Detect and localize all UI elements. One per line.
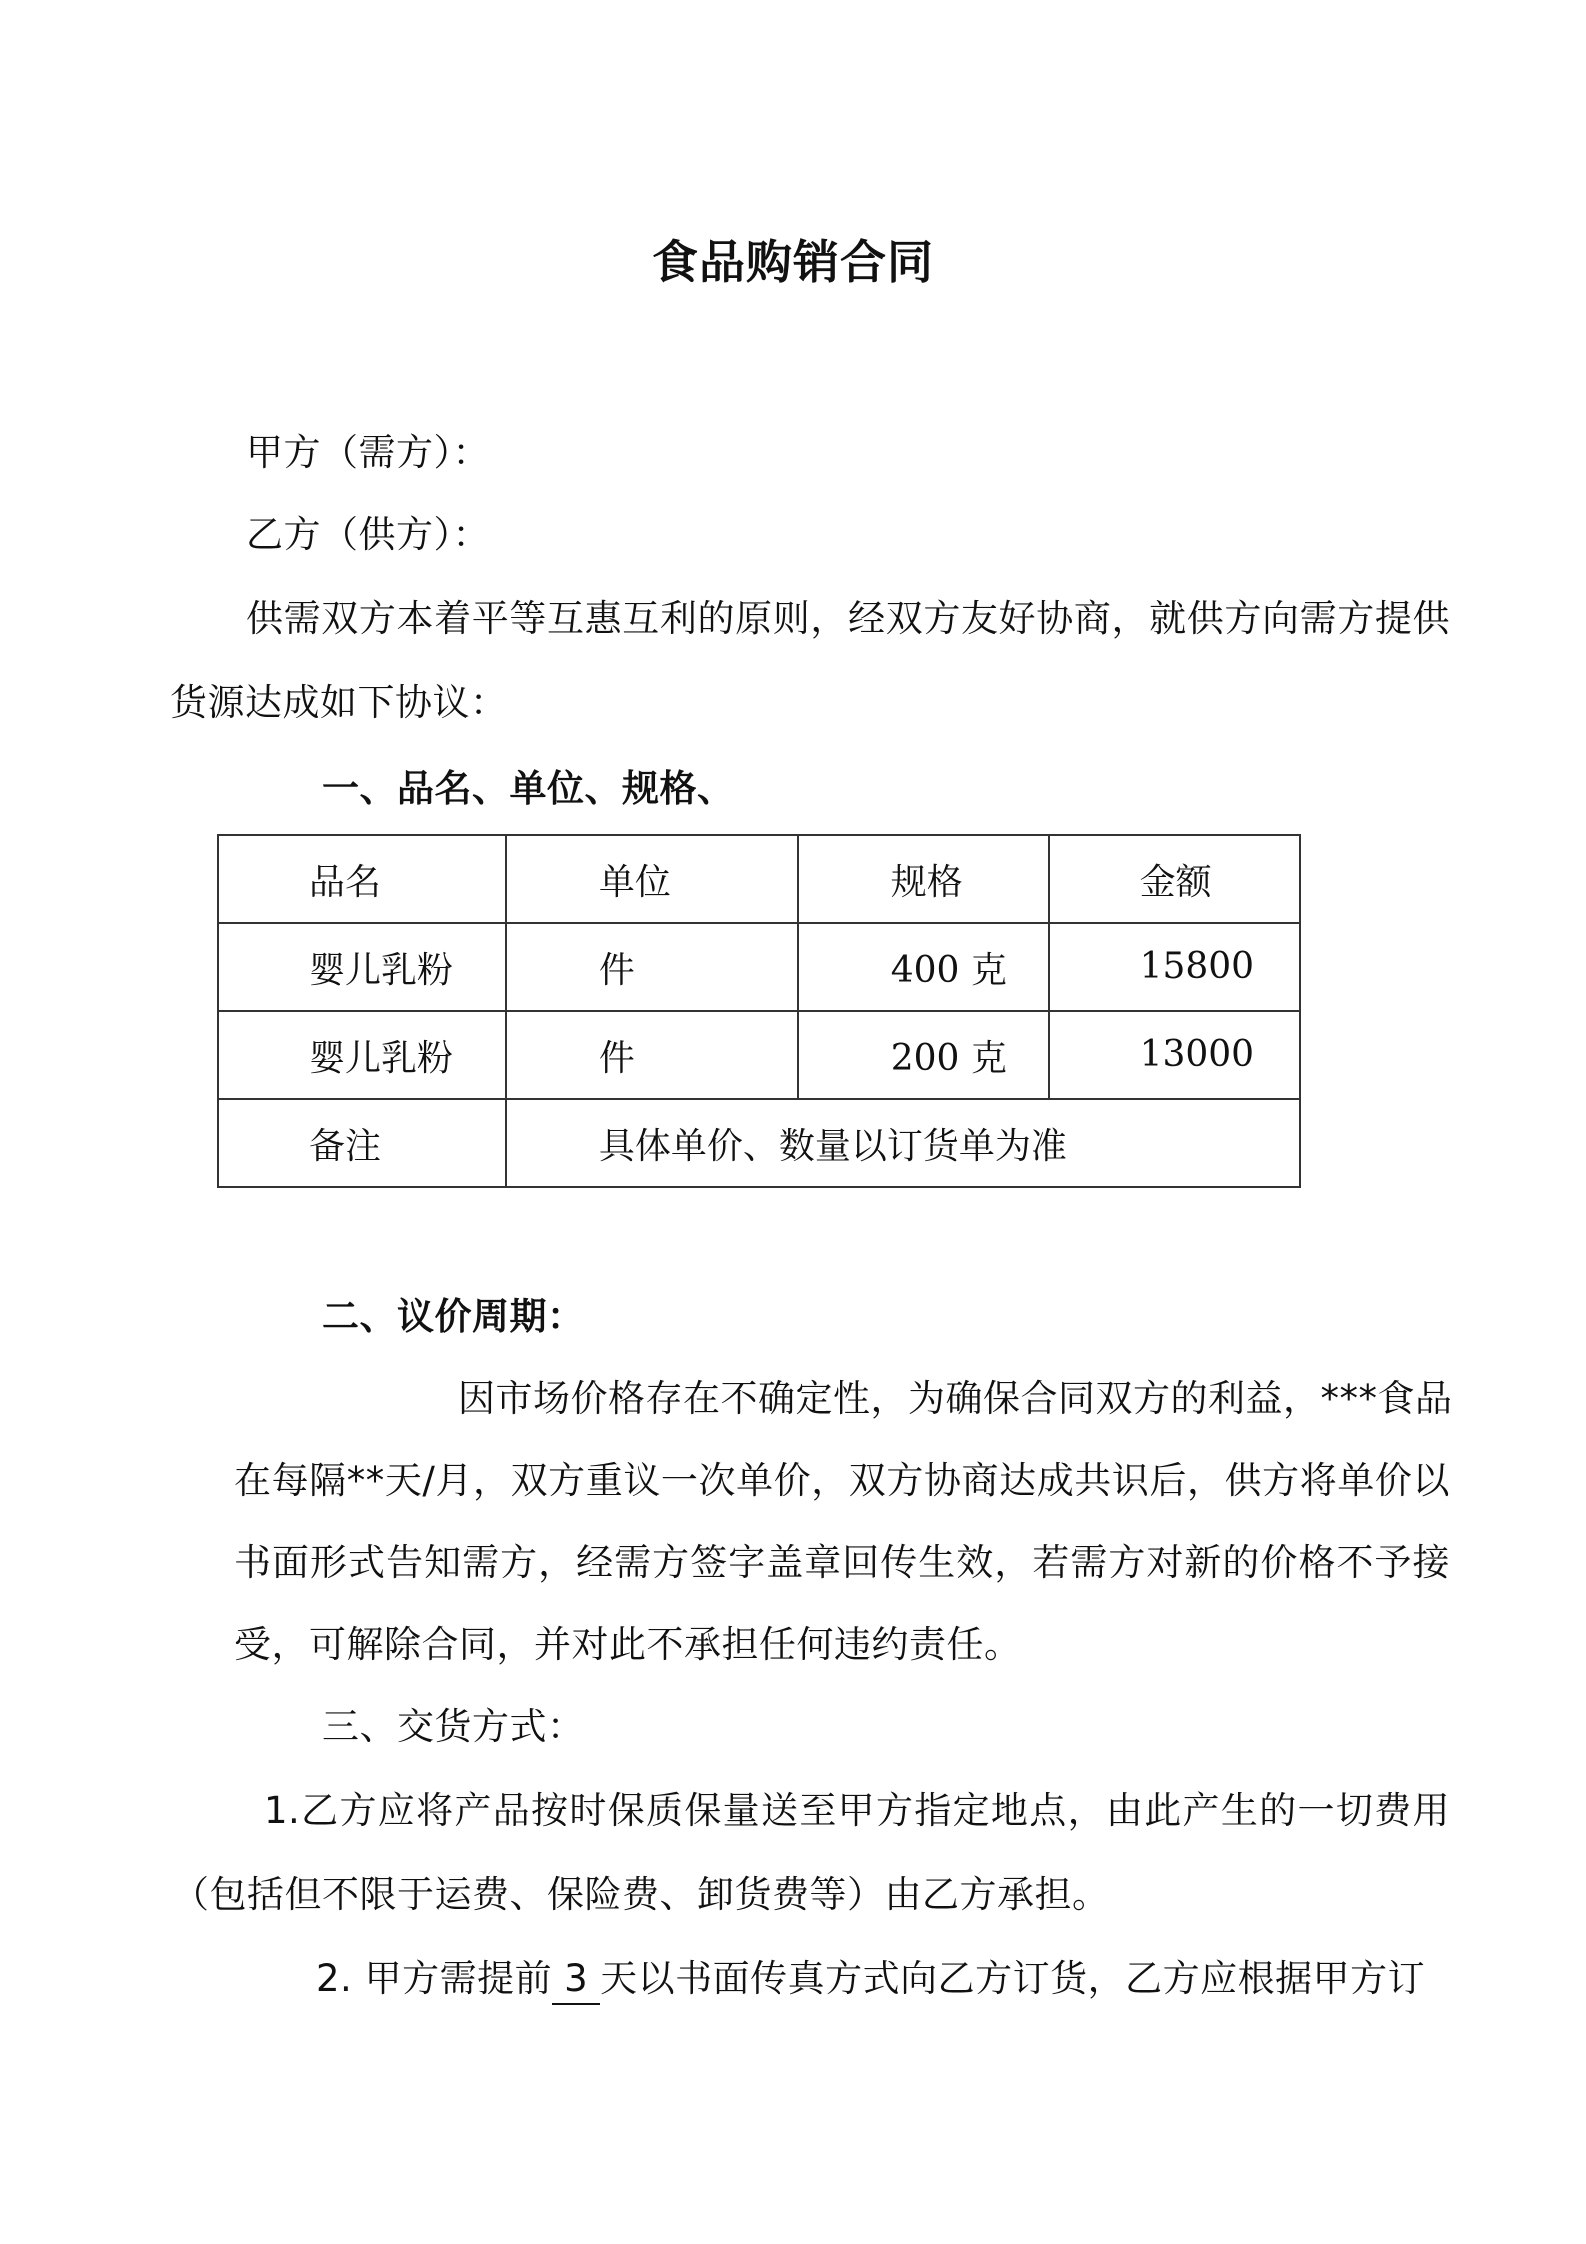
table-header-cell: 金额: [1049, 835, 1300, 923]
table-cell: 件: [506, 923, 798, 1011]
table-header-cell: 品名: [218, 835, 506, 923]
document-title: 食品购销合同: [652, 235, 934, 289]
table-note-row: [218, 1099, 1300, 1187]
table-cell: 15800: [1049, 923, 1300, 1011]
table-row: [218, 923, 1300, 1011]
table-header-cell: 单位: [506, 835, 798, 923]
table-cell: 件: [506, 1011, 798, 1099]
order-days-blank: 3: [552, 1957, 600, 2005]
intro-line-1: 供需双方本着平等互惠互利的原则，经双方友好协商，就供方向需方提供: [246, 597, 1450, 640]
table-cell: 婴儿乳粉: [218, 1011, 506, 1099]
section-1-heading: 一、品名、单位、规格、: [322, 767, 735, 810]
section-2-line-3: 书面形式告知需方，经需方签字盖章回传生效，若需方对新的价格不予接: [234, 1541, 1450, 1584]
section-2-heading: 二、议价周期：: [322, 1295, 585, 1338]
table-cell: 13000: [1049, 1011, 1300, 1099]
section-2-line-2: 在每隔**天/月，双方重议一次单价，双方协商达成共识后，供方将单价以: [234, 1459, 1450, 1502]
section-3-item-1-line-1: 1.乙方应将产品按时保质保量送至甲方指定地点，由此产生的一切费用: [264, 1789, 1450, 1832]
section-2-line-4: 受，可解除合同，并对此不承担任何违约责任。: [234, 1623, 1022, 1666]
table-cell: 400 克: [798, 923, 1049, 1011]
section-3-item-1-line-2: （包括但不限于运费、保险费、卸货费等）由乙方承担。: [172, 1873, 1110, 1916]
section-3-heading: 三、交货方式：: [322, 1705, 585, 1748]
item-2-suffix: 天以书面传真方式向乙方订货，乙方应根据甲方订: [600, 1957, 1426, 2000]
section-3-item-2-line-1: [316, 1954, 1425, 2005]
goods-table: [217, 834, 1301, 1188]
section-2-line-1: 因市场价格存在不确定性，为确保合同双方的利益，***食品: [458, 1377, 1453, 1420]
table-row: [218, 1011, 1300, 1099]
table-note-text: 具体单价、数量以订货单为准: [506, 1099, 1300, 1187]
table-header-row: [218, 835, 1300, 923]
item-2-prefix: 2. 甲方需提前: [316, 1957, 553, 2000]
table-note-label: 备注: [218, 1099, 506, 1187]
intro-line-2: 货源达成如下协议：: [170, 681, 508, 724]
table-cell: 婴儿乳粉: [218, 923, 506, 1011]
table-header-cell: 规格: [798, 835, 1049, 923]
table-cell: 200 克: [798, 1011, 1049, 1099]
party-a-line: 甲方（需方）：: [246, 431, 490, 474]
party-b-line: 乙方（供方）：: [246, 513, 490, 556]
